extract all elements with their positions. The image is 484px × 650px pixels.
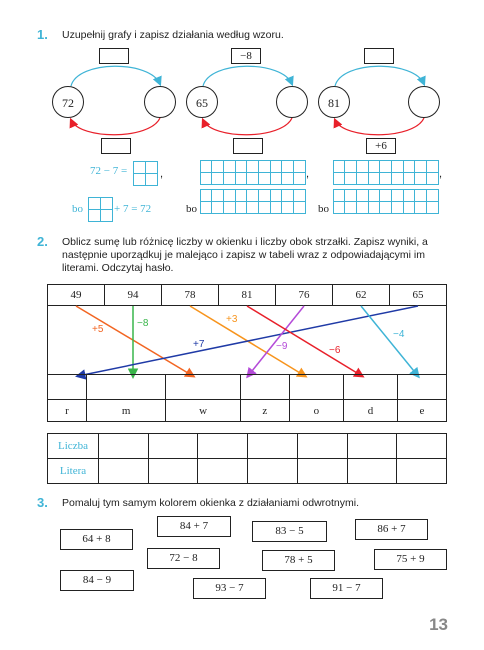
graph3-end-circle[interactable] <box>408 86 440 118</box>
comma: , <box>160 168 164 180</box>
example-equation-2: + 7 = 72 <box>114 203 152 215</box>
arrow-label: −6 <box>329 345 341 356</box>
letter-cell: o <box>289 400 343 422</box>
result-letter-table <box>47 374 447 422</box>
graph2-end-circle[interactable] <box>276 86 308 118</box>
row-label-liczba: Liczba <box>48 434 99 459</box>
graph3-top-arrow <box>335 66 424 86</box>
answer-letter-cell[interactable] <box>397 459 447 484</box>
top-number-cell: 94 <box>105 285 162 306</box>
example-answer-grid-1[interactable] <box>133 161 157 185</box>
operation-box[interactable]: 83 − 5 <box>252 521 327 542</box>
answer-number-cell[interactable] <box>297 434 347 459</box>
result-box[interactable] <box>48 375 87 400</box>
task3-instruction: Pomaluj tym samym kolorem okienka z działaniami odwrotnymi. <box>62 497 360 509</box>
letter-cell: r <box>48 400 87 422</box>
arrow-49 <box>76 306 193 376</box>
task2-number: 2. <box>37 234 48 249</box>
graph1-bottom-arrow <box>71 118 160 135</box>
arrow-label: +5 <box>92 324 104 335</box>
answer-letter-cell[interactable] <box>248 459 298 484</box>
answer-table <box>47 433 447 484</box>
answer-number-cell[interactable] <box>248 434 298 459</box>
graph3-equation-grid[interactable] <box>333 160 438 184</box>
example-answer-grid-2[interactable] <box>88 197 112 221</box>
top-number-cell: 49 <box>48 285 105 306</box>
graph2-bo-grid[interactable] <box>200 189 305 213</box>
operation-box[interactable]: 75 + 9 <box>374 549 447 570</box>
comma: , <box>306 168 310 180</box>
graph2-top-op-box: −8 <box>231 48 261 64</box>
top-number-cell: 62 <box>333 285 390 306</box>
graph1-start-circle: 72 <box>52 86 84 118</box>
operation-box[interactable]: 91 − 7 <box>310 578 383 599</box>
answer-number-cell[interactable] <box>347 434 397 459</box>
top-number-cell: 78 <box>162 285 219 306</box>
answer-number-cell[interactable] <box>198 434 248 459</box>
task1-instruction: Uzupełnij grafy i zapisz działania według wzoru. <box>62 29 284 41</box>
arrow-label: +7 <box>193 339 205 350</box>
graph2-equation-grid[interactable] <box>200 160 305 184</box>
arrow-label: −8 <box>137 318 149 329</box>
graph3-start-circle: 81 <box>318 86 350 118</box>
top-number-cell: 76 <box>276 285 333 306</box>
answer-letter-cell[interactable] <box>148 459 198 484</box>
graph2-top-arrow <box>203 66 292 86</box>
arrow-65 <box>78 306 418 376</box>
operation-box[interactable]: 84 − 9 <box>60 570 134 591</box>
graph3-bo-grid[interactable] <box>333 189 438 213</box>
operation-box[interactable]: 78 + 5 <box>262 550 335 571</box>
task1-number: 1. <box>37 27 48 42</box>
graph-arrows <box>0 0 484 160</box>
operation-box[interactable]: 84 + 7 <box>157 516 231 537</box>
result-box[interactable] <box>166 375 240 400</box>
top-number-cell: 81 <box>219 285 276 306</box>
graph2-bo-label: bo <box>186 203 197 215</box>
graph3-bottom-arrow <box>335 118 424 135</box>
graph1-top-arrow <box>71 66 160 86</box>
operation-box[interactable]: 93 − 7 <box>193 578 266 599</box>
task3-number: 3. <box>37 495 48 510</box>
comma: , <box>439 168 443 180</box>
answer-letter-cell[interactable] <box>198 459 248 484</box>
answer-letter-cell[interactable] <box>347 459 397 484</box>
letter-cell: w <box>166 400 240 422</box>
row-label-litera: Litera <box>48 459 99 484</box>
result-box[interactable] <box>343 375 397 400</box>
example-bo: bo <box>72 203 83 215</box>
result-box[interactable] <box>289 375 343 400</box>
result-box[interactable] <box>397 375 446 400</box>
arrow-label: −9 <box>276 341 288 352</box>
arrow-label: −4 <box>393 329 405 340</box>
page-number: 13 <box>429 615 448 634</box>
letter-cell: m <box>86 400 166 422</box>
graph3-bottom-op-box: +6 <box>366 138 396 154</box>
graph1-end-circle[interactable] <box>144 86 176 118</box>
graph2-bottom-op-box[interactable] <box>233 138 263 154</box>
operation-box[interactable]: 64 + 8 <box>60 529 133 550</box>
task2-instruction: Oblicz sumę lub różnicę liczby w okienku i liczby obok strzałki. Zapisz wyniki, a następnie uporządkuj je malejąco i zapisz w tabeli wraz z odpowiadającymi im literami. Odczytaj hasło. <box>62 236 428 274</box>
arrow-81 <box>247 306 362 376</box>
graph3-bo-label: bo <box>318 203 329 215</box>
result-box[interactable] <box>86 375 166 400</box>
letter-cell: z <box>240 400 289 422</box>
graph1-top-op-box[interactable] <box>99 48 129 64</box>
answer-letter-cell[interactable] <box>297 459 347 484</box>
result-box[interactable] <box>240 375 289 400</box>
graph3-top-op-box[interactable] <box>364 48 394 64</box>
graph2-start-circle: 65 <box>186 86 218 118</box>
example-equation-1: 72 − 7 = <box>90 165 128 177</box>
graph2-bottom-arrow <box>203 118 292 135</box>
answer-number-cell[interactable] <box>99 434 149 459</box>
letter-cell: d <box>343 400 397 422</box>
letter-cell: e <box>397 400 446 422</box>
arrow-62 <box>361 306 418 376</box>
top-number-cell: 65 <box>390 285 447 306</box>
answer-number-cell[interactable] <box>148 434 198 459</box>
answer-letter-cell[interactable] <box>99 459 149 484</box>
answer-number-cell[interactable] <box>397 434 447 459</box>
operation-box[interactable]: 86 + 7 <box>355 519 428 540</box>
operation-box[interactable]: 72 − 8 <box>147 548 220 569</box>
graph1-bottom-op-box[interactable] <box>101 138 131 154</box>
arrow-label: +3 <box>226 314 238 325</box>
